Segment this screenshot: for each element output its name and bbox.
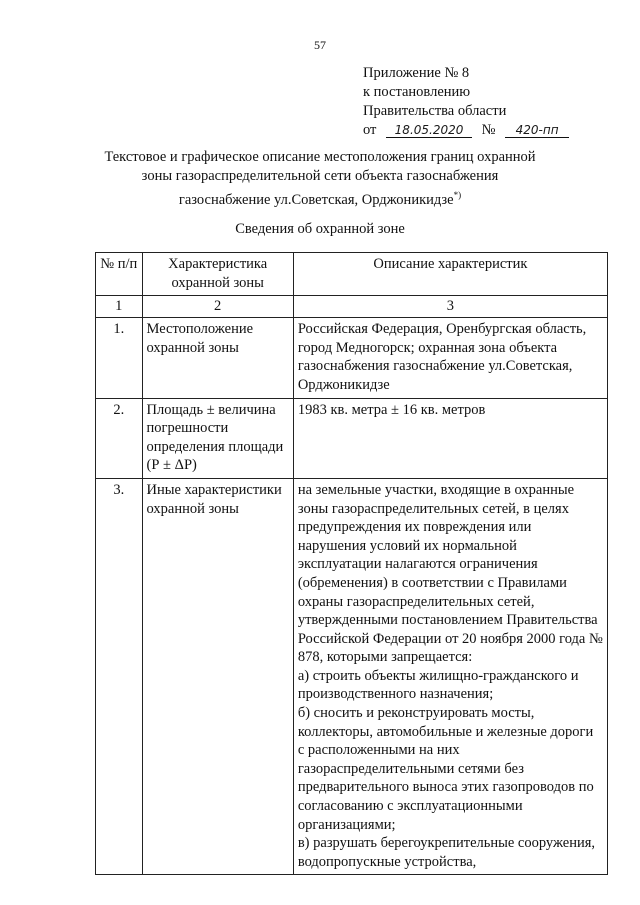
table-row <box>96 318 608 398</box>
number-prefix: № <box>481 122 496 138</box>
appendix-line-1: Приложение № 8 <box>363 65 470 81</box>
restriction-item-b: б) сносить и реконструировать мосты, коллекторы, автомобильные и железные дороги с расположенными на них газораспределительными сетями без предварительного выноса этих газопроводов по согласованию с эксплуатационными организациями; <box>297 705 594 833</box>
header-description: Описание характеристик <box>293 253 607 296</box>
column-number-2: 2 <box>142 296 293 318</box>
table-row <box>96 398 608 478</box>
row-description: на земельные участки, входящие в охранные зоны газораспределительных сетей, в целях предупреждения их повреждения или нарушения условий их нормальной эксплуатации налагаются ограничения (обременения) в соответствии с Правилами охраны газораспределительных сетей, утвержденными постановлением Правительства Российской Федерации от 20 ноября 2000 года № 878, которыми запрещается: <box>297 481 603 666</box>
row-description: Российская Федерация, Оренбургская область, город Медногорск; охранная зона объекта газоснабжения газоснабжение ул.Советская, Орджоникидзе <box>293 318 607 398</box>
row-description: 1983 кв. метра ± 16 кв. метров <box>293 398 607 478</box>
zone-info-table <box>95 252 608 875</box>
footnote-mark: *) <box>453 190 462 200</box>
restriction-item-a: а) строить объекты жилищно-гражданского и производственного назначения; <box>297 667 579 703</box>
column-number-3: 3 <box>293 296 607 318</box>
row-number: 1. <box>96 318 143 398</box>
row-number: 3. <box>96 478 143 874</box>
row-characteristic: Площадь ± величина погрешности определения площади (Р ± ΔР) <box>142 398 293 478</box>
handwritten-number: 420-пп <box>505 123 569 138</box>
appendix-line-2: к постановлению <box>363 84 471 100</box>
appendix-line-3: Правительства области <box>363 103 507 119</box>
date-prefix: от <box>363 122 377 138</box>
document-title <box>100 148 540 210</box>
row-description-block <box>293 478 607 874</box>
header-characteristic: Характеристика охранной зоны <box>142 253 293 296</box>
header-number: № п/п <box>96 253 143 296</box>
row-characteristic: Местоположение охранной зоны <box>142 318 293 398</box>
column-number-1: 1 <box>96 296 143 318</box>
appendix-block <box>363 64 569 140</box>
page-number: 57 <box>314 38 326 52</box>
title-text: Текстовое и графическое описание местоположения границ охранной зоны газораспределительной сети объекта газоснабжения газоснабжение ул.Советская, Орджоникидзе <box>104 149 536 208</box>
column-number-row <box>96 296 608 318</box>
restriction-item-c: в) разрушать берегоукрепительные сооружения, водопропускные устройства, <box>297 835 596 870</box>
row-characteristic: Иные характеристики охранной зоны <box>142 478 293 874</box>
table-row <box>96 478 608 874</box>
section-subtitle: Сведения об охранной зоне <box>235 221 405 237</box>
handwritten-date: 18.05.2020 <box>386 123 472 138</box>
table-header-row <box>96 253 608 296</box>
row-number: 2. <box>96 398 143 478</box>
appendix-date-line <box>363 121 569 140</box>
